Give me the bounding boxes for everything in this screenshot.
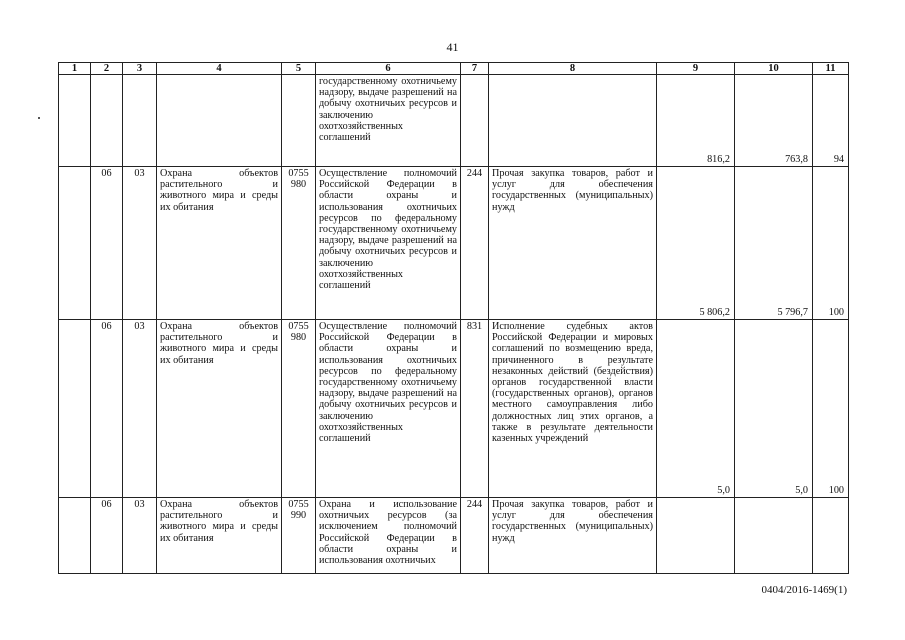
cell-expense-code: 831 [461, 320, 489, 498]
cell-expense-name: Прочая закупка товаров, работ и услуг для обеспечения государственных (муниципальных) нужд [489, 167, 657, 320]
budget-table [58, 62, 849, 574]
cell-planned: 5,0 [657, 320, 735, 498]
document-code: 0404/2016-1469(1) [761, 584, 847, 596]
cell-expense-name: Прочая закупка товаров, работ и услуг для обеспечения государственных (муниципальных) нужд [489, 498, 657, 574]
header-cell: 1 [59, 63, 91, 75]
cell-col1 [59, 75, 91, 167]
cell-planned: 5 806,2 [657, 167, 735, 320]
cell-target-code [282, 498, 316, 574]
cell-col1 [59, 320, 91, 498]
header-cell: 7 [461, 63, 489, 75]
header-cell: 11 [813, 63, 849, 75]
cell-subsection: 03 [123, 498, 157, 574]
cell-section: 06 [91, 167, 123, 320]
cell-target-code [282, 320, 316, 498]
scan-speck [38, 117, 40, 119]
cell-percent: 94 [813, 75, 849, 167]
table-row [59, 498, 849, 574]
cell-section-name: Охрана объектов растительного и животного мира и среды их обитания [157, 498, 282, 574]
table-row [59, 320, 849, 498]
cell-section: 06 [91, 498, 123, 574]
cell-executed: 5,0 [735, 320, 813, 498]
target-code-part1: 0755 [288, 321, 309, 332]
cell-expense-code [461, 75, 489, 167]
cell-subsection [123, 75, 157, 167]
cell-col1 [59, 167, 91, 320]
cell-target-code [282, 75, 316, 167]
header-cell: 10 [735, 63, 813, 75]
target-code-part2: 990 [290, 510, 307, 522]
cell-expense-name: Исполнение судебных актов Российской Федерации и мировых соглашений по возмещению вреда, причиненного в результате незаконных действий (бездействия) органов государственной власти (государственных органов), органов местного самоуправления либо должностных лиц этих органов, а также в результате деятельности казенных учреждений [489, 320, 657, 498]
cell-target-name: Осуществление полномочий Российской Федерации в области охраны и использования охотничьих ресурсов по федеральному государственному охотничьему надзору, выдаче разрешений на добычу охотничьих ресурсов и заключению охотхозяйственных соглашений [316, 320, 461, 498]
cell-percent: 100 [813, 320, 849, 498]
cell-target-code [282, 167, 316, 320]
cell-subsection: 03 [123, 167, 157, 320]
header-cell: 6 [316, 63, 461, 75]
target-code-part2: 980 [290, 332, 307, 344]
cell-executed: 763,8 [735, 75, 813, 167]
cell-percent: 100 [813, 167, 849, 320]
cell-expense-name [489, 75, 657, 167]
header-row [59, 63, 849, 75]
header-cell: 4 [157, 63, 282, 75]
cell-planned: 816,2 [657, 75, 735, 167]
cell-section-name: Охрана объектов растительного и животного мира и среды их обитания [157, 320, 282, 498]
table-row [59, 167, 849, 320]
cell-executed [735, 498, 813, 574]
cell-executed: 5 796,7 [735, 167, 813, 320]
cell-section-name: Охрана объектов растительного и животного мира и среды их обитания [157, 167, 282, 320]
cell-section [91, 75, 123, 167]
table-row [59, 75, 849, 167]
cell-target-name: государственному охотничьему надзору, выдаче разрешений на добычу охотничьих ресурсов и заключению охотхозяйственных соглашений [316, 75, 461, 167]
target-code-part2: 980 [290, 179, 307, 191]
cell-target-name: Осуществление полномочий Российской Федерации в области охраны и использования охотничьих ресурсов по федеральному государственному охотничьему надзору, выдаче разрешений на добычу охотничьих ресурсов и заключению охотхозяйственных соглашений [316, 167, 461, 320]
cell-percent [813, 498, 849, 574]
page-number: 41 [446, 40, 459, 54]
cell-expense-code: 244 [461, 167, 489, 320]
cell-subsection: 03 [123, 320, 157, 498]
cell-target-name: Охрана и использование охотничьих ресурсов (за исключением полномочий Российской Федерации в области охраны и использования охотничьих [316, 498, 461, 574]
target-code-part1: 0755 [288, 168, 309, 179]
cell-section-name [157, 75, 282, 167]
cell-expense-code: 244 [461, 498, 489, 574]
cell-planned [657, 498, 735, 574]
header-cell: 3 [123, 63, 157, 75]
cell-col1 [59, 498, 91, 574]
header-cell: 2 [91, 63, 123, 75]
target-code-part1: 0755 [288, 499, 309, 510]
header-cell: 5 [282, 63, 316, 75]
header-cell: 8 [489, 63, 657, 75]
cell-section: 06 [91, 320, 123, 498]
header-cell: 9 [657, 63, 735, 75]
